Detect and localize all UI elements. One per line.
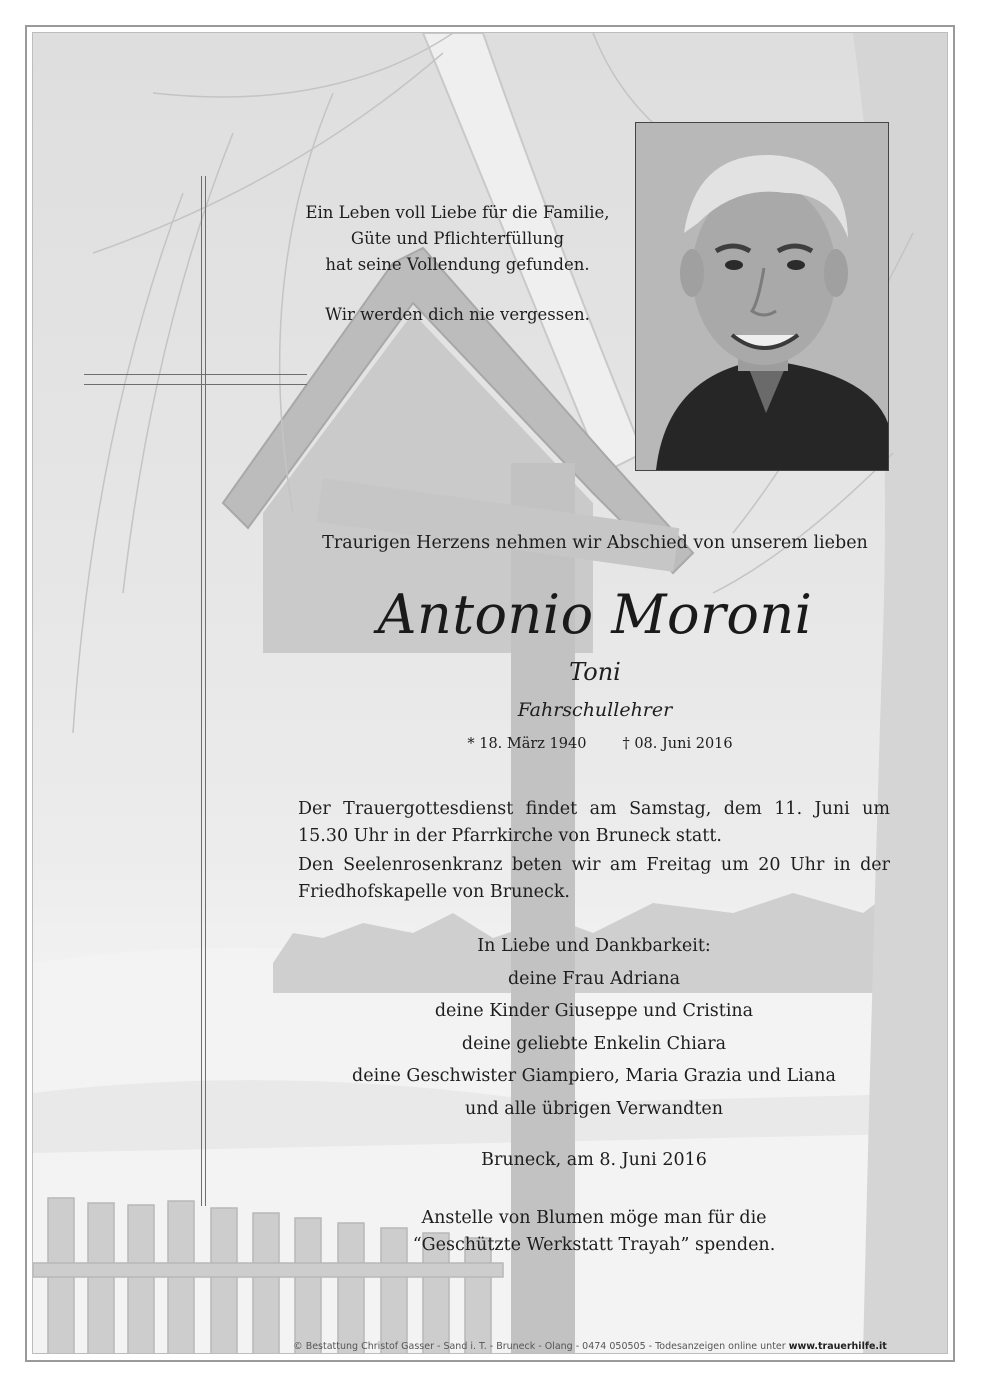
donation-line: Anstelle von Blumen möge man für die <box>421 1208 767 1228</box>
mourner-line: deine geliebte Enkelin Chiara <box>461 1033 727 1054</box>
cross-vertical-line-left <box>201 176 202 1206</box>
footer-credit <box>240 1341 940 1352</box>
verse-line: Wir werden dich nie vergessen. <box>325 305 590 324</box>
donation-note <box>298 1205 890 1259</box>
footer-website-link[interactable]: www.trauerhilfe.it <box>788 1341 887 1352</box>
funeral-service-paragraph: Der Trauergottesdienst findet am Samstag, dem 11. Juni um 15.30 Uhr in der Pfarrkirche von Bruneck statt. <box>298 799 890 846</box>
mourner-line: deine Frau Adriana <box>507 968 681 989</box>
life-dates <box>400 736 800 752</box>
death-date: † 08. Juni 2016 <box>622 736 733 752</box>
mourner-line: deine Kinder Giuseppe und Cristina <box>434 1001 754 1021</box>
deceased-name: Antonio Moroni <box>377 583 813 646</box>
verse-line: Ein Leben voll Liebe für die Familie, <box>305 203 610 222</box>
verse-line: hat seine Vollendung gefunden. <box>325 255 590 274</box>
intro-line: Traurigen Herzens nehmen wir Abschied von unserem lieben <box>322 533 868 553</box>
verse-line: Güte und Pflichterfüllung <box>350 229 565 248</box>
rosary-paragraph: Den Seelenrosenkranz beten wir am Freitag um 20 Uhr in der Friedhofskapelle von Bruneck. <box>298 855 890 902</box>
portrait-photo <box>635 122 889 471</box>
portrait-photo-image <box>636 123 888 470</box>
mourner-line: und alle übrigen Verwandten <box>465 1098 723 1119</box>
cross-vertical-line-right <box>205 176 206 1206</box>
place-date: Bruneck, am 8. Juni 2016 <box>481 1150 707 1170</box>
verse <box>260 200 655 328</box>
mourners-list <box>298 930 890 1125</box>
nickname: Toni <box>569 658 621 686</box>
cross-horizontal-line-bottom <box>84 384 307 385</box>
cross-horizontal-line-top <box>84 374 307 375</box>
footer-text: © Bestattung Christof Gasser - Sand i. T. - Bruneck - Olang - 0474 050505 - Todesanzeigen online unter <box>293 1341 789 1352</box>
profession: Fahrschullehrer <box>517 699 673 721</box>
birth-date: * 18. März 1940 <box>467 736 587 752</box>
mourner-line: deine Geschwister Giampiero, Maria Grazia und Liana <box>352 1066 836 1086</box>
mourners-heading: In Liebe und Dankbarkeit: <box>477 936 711 956</box>
donation-line: “Geschützte Werkstatt Trayah” spenden. <box>412 1235 776 1255</box>
